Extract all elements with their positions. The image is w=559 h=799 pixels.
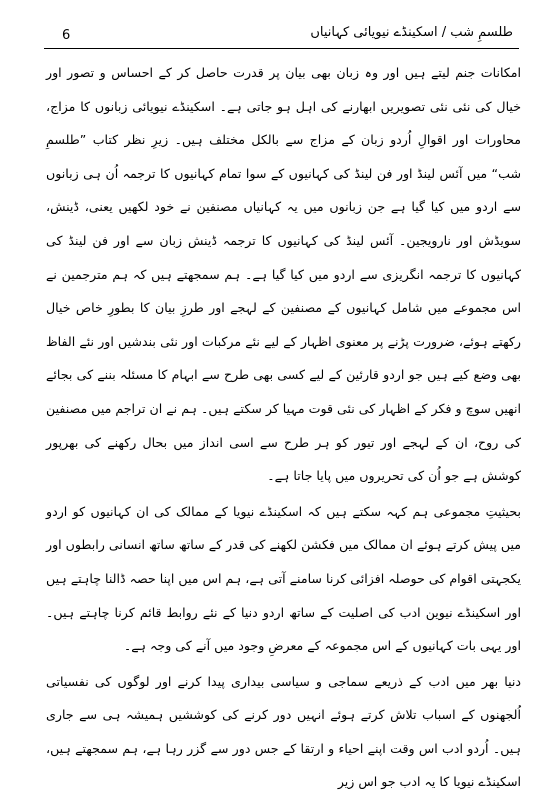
running-title: طلسمِ شب / اسکینڈے نیویائی کہانیاں [310, 25, 513, 40]
body-text [46, 56, 521, 799]
paragraph: امکانات جنم لیتے ہیں اور وہ زبان بھی بیان پر قدرت حاصل کر کے احساس و تصور اور خیال کی نئی نئی تصویریں ابھارنے کی اہل ہو جاتی ہے۔ اسکینڈے نیویائی زبانوں کا مزاج، محاورات اور اقوالِ اُردو زبان کے مزاج سے بالکل مختلف ہیں۔ زیرِ نظر کتاب ”طلسمِ شب“ میں آئس لینڈ اور فن لینڈ کی کہانیوں کے سوا تمام کہانیوں کا ترجمہ اُن ہی زبانوں سے اردو میں کیا گیا ہے جن زبانوں میں یہ کہانیاں مصنفین نے خود لکھیں یعنی، ڈینش، سویڈش اور نارویجین۔ آئس لینڈ کی کہانیوں کا ترجمہ ڈینش زبان سے اور فن لینڈ کی کہانیوں کا ترجمہ انگریزی سے اردو میں کیا گیا ہے۔ ہم سمجھتے ہیں کہ ہم مترجمین نے اس مجموعے میں شامل کہانیوں کے مصنفین کے لہجے اور طرزِ بیان کا بطورِ خاص خیال رکھتے ہوئے، ضرورت پڑنے پر معنوی اظہار کے لیے نئے مرکبات اور نئی بندشیں اور نئے الفاظ بھی وضع کیے ہیں جو اردو قارئین کے لیے کسی بھی طرح سے ابہام کا مسئلہ بننے کی بجائے انھیں سوچ و فکر کے اظہار کی نئی قوت مہیا کر سکتے ہیں۔ ہم نے ان تراجم میں مصنفین کی روح، ان کے لہجے اور تیور کو ہر طرح سے اسی انداز میں بحال رکھنے کی بھرپور کوشش ہے جو اُن کی تحریروں میں پایا جاتا ہے۔ [46, 65, 521, 484]
page-header [44, 22, 519, 49]
paragraph: بحیثیتِ مجموعی ہم کہہ سکتے ہیں کہ اسکینڈے نیویا کے ممالک کی ان کہانیوں کو اردو میں پیش کرتے ہوئے ان ممالک میں فکشن لکھنے کی قدر کے ساتھ ساتھ انسانی رابطوں اور یکجہتی اقوام کی حوصلہ افزائی کرنا سامنے آتی ہے، ہم اس میں اپنا حصہ ڈالنا چاہتے ہیں اور اسکینڈے نیوین ادب کی اصلیت کے ساتھ اردو دنیا کے نئے روابط قائم کرنا چاہتے ہیں۔ اور یہی بات کہانیوں کے اس مجموعہ کے معرضِ وجود میں آنے کی وجہ ہے۔ [46, 503, 521, 654]
paragraph: دنیا بھر میں ادب کے ذریعے سماجی و سیاسی بیداری پیدا کرنے اور لوگوں کی نفسیاتی اُلجھنوں کے اسباب تلاش کرتے ہوئے انہیں دور کرنے کی کوششیں ہمیشہ ہی سے جاری ہیں۔ اُردو ادب اس وقت اپنے احیاء و ارتقا کے جس دور سے گزر رہا ہے، ہم سمجھتے ہیں، اسکینڈے نیویا کا یہ ادب جو اس زیر [46, 673, 521, 790]
page-number: 6 [62, 28, 71, 43]
